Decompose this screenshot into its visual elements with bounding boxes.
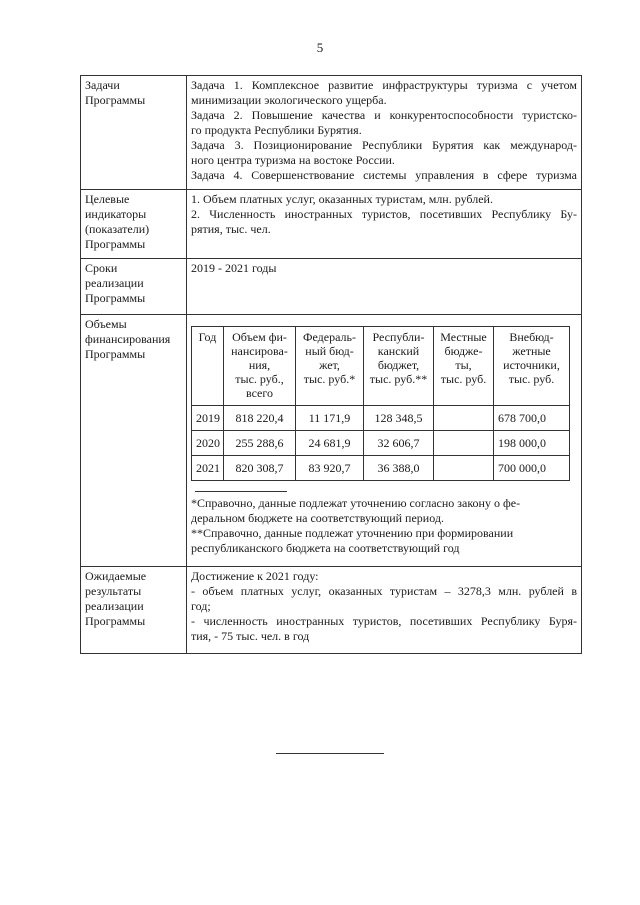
row-funding xyxy=(81,315,582,567)
cell-federal: 11 171,9 xyxy=(296,406,364,431)
text-line: го продукта Республики Бурятия. xyxy=(191,123,362,137)
label-line: реализации xyxy=(85,276,144,290)
label-line: Программы xyxy=(85,347,146,361)
funding-header-row xyxy=(192,327,570,406)
label-line: Целевые xyxy=(85,192,130,206)
text-line: Задача 1. Комплексное развитие инфраструктуры туризма с учетом xyxy=(191,78,577,92)
label-funding xyxy=(81,315,187,567)
cell-extrabudget: 198 000,0 xyxy=(494,431,570,456)
cell-republic: 36 388,0 xyxy=(364,456,434,481)
cell-year: 2019 xyxy=(192,406,224,431)
label-line: финансирования xyxy=(85,332,171,346)
page-number: 5 xyxy=(316,40,324,55)
cell-local xyxy=(434,431,494,456)
content-period xyxy=(187,259,582,315)
row-period xyxy=(81,259,582,315)
label-results xyxy=(81,567,187,654)
funding-row-2020 xyxy=(192,431,570,456)
text-line: Задача 2. Повышение качества и конкурентоспособности туристско- xyxy=(191,108,577,122)
label-line: результаты xyxy=(85,584,142,598)
cell-extrabudget: 678 700,0 xyxy=(494,406,570,431)
header-extrabudget: Внебюд- жетные источники, тыс. руб. xyxy=(494,327,570,406)
text-line: - численность иностранных туристов, посетивших Республику Буря- xyxy=(191,614,577,628)
text-line: год; xyxy=(191,599,211,613)
label-line: Программы xyxy=(85,614,146,628)
header-republic: Республи- канский бюджет, тыс. руб.** xyxy=(364,327,434,406)
cell-extrabudget: 700 000,0 xyxy=(494,456,570,481)
footnote-separator xyxy=(195,491,287,492)
funding-table xyxy=(191,326,570,481)
text-line: - объем платных услуг, оказанных туристам – 3278,3 млн. рублей в xyxy=(191,584,577,598)
footnote-line: **Справочно, данные подлежат уточнению при формировании xyxy=(191,526,514,540)
cell-total: 818 220,4 xyxy=(224,406,296,431)
passport-table xyxy=(80,75,582,654)
cell-year: 2020 xyxy=(192,431,224,456)
cell-local xyxy=(434,406,494,431)
funding-row-2021 xyxy=(192,456,570,481)
footnote-line: *Справочно, данные подлежат уточнению согласно закону о фе- xyxy=(191,496,521,510)
text-line: Задача 3. Позиционирование Республики Бурятия как международ- xyxy=(191,138,577,152)
header-year: Год xyxy=(192,327,224,406)
text-line: Достижение к 2021 году: xyxy=(191,569,319,583)
row-indicators xyxy=(81,190,582,259)
label-period xyxy=(81,259,187,315)
text-line: тия, - 75 тыс. чел. в год xyxy=(191,629,310,643)
label-line: (показатели) xyxy=(85,222,150,236)
cell-local xyxy=(434,456,494,481)
label-line: Программы xyxy=(85,291,146,305)
label-line: индикаторы xyxy=(85,207,147,221)
label-line: Программы xyxy=(85,237,146,251)
label-indicators xyxy=(81,190,187,259)
text-line: Задача 4. Совершенствование системы управления в сфере туризма xyxy=(191,168,577,182)
cell-republic: 32 606,7 xyxy=(364,431,434,456)
label-line: Задачи xyxy=(85,78,120,92)
header-local: Местные бюдже- ты, тыс. руб. xyxy=(434,327,494,406)
row-results xyxy=(81,567,582,654)
label-line: Объемы xyxy=(85,317,127,331)
label-line: реализации xyxy=(85,599,144,613)
content-funding xyxy=(187,315,582,567)
row-tasks xyxy=(81,76,582,190)
content-results xyxy=(187,567,582,654)
funding-row-2019 xyxy=(192,406,570,431)
header-total: Объем фи- нансирова- ния, тыс. руб., всего xyxy=(224,327,296,406)
cell-federal: 24 681,9 xyxy=(296,431,364,456)
footnote-line: республиканского бюджета на соответствующий год xyxy=(191,541,460,555)
cell-year: 2021 xyxy=(192,456,224,481)
cell-total: 255 288,6 xyxy=(224,431,296,456)
label-line: Ожидаемые xyxy=(85,569,147,583)
text-line: 2. Численность иностранных туристов, посетивших Республику Бу- xyxy=(191,207,577,221)
label-line: Программы xyxy=(85,93,146,107)
cell-total: 820 308,7 xyxy=(224,456,296,481)
content-indicators xyxy=(187,190,582,259)
footnote-line: деральном бюджете на соответствующий период. xyxy=(191,511,444,525)
header-federal: Федераль- ный бюд- жет, тыс. руб.* xyxy=(296,327,364,406)
text-line: ного центра туризма на востоке России. xyxy=(191,153,395,167)
text-line: 2019 - 2021 годы xyxy=(191,261,277,275)
label-line: Сроки xyxy=(85,261,118,275)
text-line: минимизации экологического ущерба. xyxy=(191,93,387,107)
end-separator xyxy=(276,753,384,754)
cell-federal: 83 920,7 xyxy=(296,456,364,481)
content-tasks xyxy=(187,76,582,190)
text-line: рятия, тыс. чел. xyxy=(191,222,271,236)
cell-republic: 128 348,5 xyxy=(364,406,434,431)
text-line: 1. Объем платных услуг, оказанных туристам, млн. рублей. xyxy=(191,192,493,206)
label-tasks xyxy=(81,76,187,190)
